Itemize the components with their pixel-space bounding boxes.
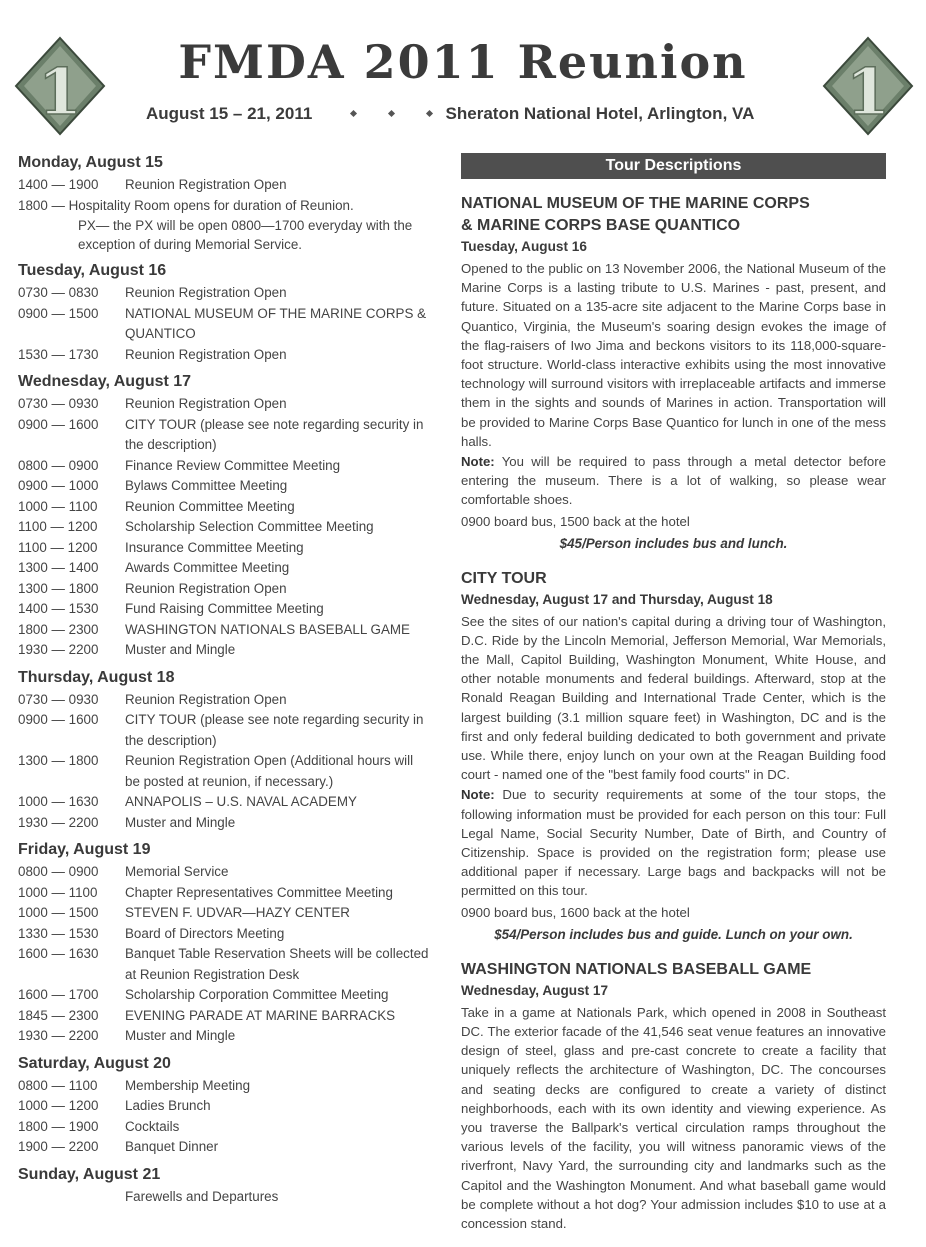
event-description-line: Memorial Service (125, 864, 229, 879)
event-description (125, 792, 433, 813)
schedule-note: PX— the PX will be open 0800—1700 everyday with the exception of during Memorial Service. (78, 218, 413, 252)
tour-date: Wednesday, August 17 (461, 982, 609, 998)
event-description-line: Reunion Registration Open (125, 285, 287, 300)
event-description-line: Reunion Registration Open (125, 396, 287, 411)
event-description-line: Muster and Mingle (125, 642, 236, 657)
event-location: Sheraton National Hotel, Arlington, VA (445, 104, 755, 123)
note-text: Due to security requirements at some of the tour stops, the following information must be provided for each person on this tour: Full Legal Name, Social Security Number, Date of Birth, and Country of Citizenship. Space is provided on the registration form; please use additional paper if necessary. Large bags and backpacks will not be permitted on this tour. (461, 787, 886, 899)
event-time: 0900 — 1600 (18, 416, 99, 432)
event-description-line: Board of Directors Meeting (125, 925, 285, 941)
subtitle (146, 104, 786, 124)
event-description-line: Reunion Committee Meeting (125, 498, 295, 514)
tour-heading: CITY TOUR (461, 569, 547, 587)
schedule-event (18, 690, 433, 711)
schedule-event (18, 283, 433, 304)
schedule-event (18, 813, 433, 834)
event-description (125, 497, 433, 518)
event-description (125, 1096, 433, 1117)
event-description-line: Banquet Dinner (125, 1139, 219, 1154)
event-description-line: EVENING PARADE AT MARINE BARRACKS (125, 1007, 396, 1023)
schedule-event (18, 476, 433, 497)
event-time: 1300 — 1800 (18, 753, 99, 768)
schedule-event (18, 196, 433, 217)
event-time: 1330 — 1530 (18, 925, 99, 941)
event-description (125, 175, 433, 196)
event-description-line: the description) (125, 732, 217, 748)
tour-board-times: 0900 board bus, 1500 back at the hotel (461, 513, 690, 529)
day-title: Thursday, August 18 (18, 668, 175, 686)
schedule-day (18, 260, 433, 365)
event-time: 1900 — 2200 (18, 1139, 99, 1154)
schedule-event (18, 1006, 433, 1027)
event-time: 0730 — 0930 (18, 396, 99, 411)
page-title: FMDA 2011 Reunion (178, 35, 748, 89)
event-description (125, 862, 433, 883)
event-time: 1000 — 1100 (18, 498, 98, 514)
tour-note (461, 452, 886, 510)
event-description-line: Reunion Registration Open (125, 177, 287, 192)
event-description-line: Scholarship Corporation Committee Meeting (125, 987, 389, 1002)
event-description-line: CITY TOUR (please see note regarding security in (125, 712, 424, 727)
tour-item (461, 959, 886, 1233)
schedule-event (18, 924, 433, 945)
tour-list (461, 193, 886, 1233)
event-description (125, 903, 433, 924)
schedule-event (18, 1096, 433, 1117)
event-time: 1845 — 2300 (18, 1007, 99, 1023)
event-time: 1930 — 2200 (18, 642, 99, 657)
event-time: 1930 — 2200 (18, 814, 99, 830)
event-time: 1000 — 1500 (18, 905, 99, 920)
event-description (125, 599, 433, 620)
event-description (125, 394, 433, 415)
event-time: 1100 — 1200 (18, 539, 98, 555)
event-description-line: the description) (125, 437, 217, 452)
schedule-event (18, 558, 433, 579)
schedule-event (18, 1026, 433, 1047)
event-description-line: Muster and Mingle (125, 1028, 236, 1043)
event-description-line: Reunion Registration Open (125, 580, 287, 596)
schedule-day (18, 1164, 433, 1208)
event-time: 1400 — 1530 (18, 601, 99, 616)
event-time: 1930 — 2200 (18, 1028, 99, 1043)
event-description-line: WASHINGTON NATIONALS BASEBALL GAME (125, 621, 410, 637)
event-description-line: Insurance Committee Meeting (125, 539, 304, 555)
event-description (125, 558, 433, 579)
schedule-event (18, 985, 433, 1006)
event-description-line: Cocktails (125, 1118, 180, 1134)
event-description (125, 985, 433, 1006)
schedule-event (18, 1117, 433, 1138)
event-description-line: Chapter Representatives Committee Meeting (125, 884, 393, 900)
event-time: 1800 — Hospitality Room opens for duration of Reunion. (18, 197, 354, 213)
schedule-day (18, 839, 433, 1047)
event-description (125, 283, 433, 304)
event-description (125, 415, 433, 456)
event-description (125, 883, 433, 904)
event-description-line: be posted at reunion, if necessary.) (125, 773, 334, 789)
schedule-event (18, 640, 433, 661)
schedule-event (18, 903, 433, 924)
event-dates: August 15 – 21, 2011 (146, 104, 313, 123)
tours-column (461, 153, 886, 1235)
schedule-event (18, 415, 433, 456)
event-time: 1600 — 1630 (18, 946, 99, 961)
event-description-line: Reunion Registration Open (125, 346, 287, 362)
tour-heading: WASHINGTON NATIONALS BASEBALL GAME (461, 960, 812, 978)
tour-body: Take in a game at Nationals Park, which opened in 2008 in Southeast DC. The exterior facade of the 41,546 seat venue features an innovative design of steel, glass and pre-cast concrete to create a facility that uniquely reflects the architecture of Washington, DC. The concourses and seating decks are configured to create a variety of distinct neighborhoods, each with its own identity and viewing experience. As you traverse the Ballpark's vertical circulation ramps throughout the various levels of the facility, you will witness panoramic views of the riverfront, Navy Yard, the surrounding city and landmarks such as the Capitol and the Washington Monument. And what baseball game would be complete without a hot dog? Your admission includes $10 to use at a concession stand. (461, 1004, 886, 1231)
event-time: 1000 — 1630 (18, 794, 99, 809)
day-title: Tuesday, August 16 (18, 262, 167, 279)
event-description (125, 690, 433, 711)
tour-item (461, 568, 886, 945)
event-description-line: Banquet Table Reservation Sheets will be collected (125, 946, 429, 961)
event-description (125, 751, 433, 792)
event-time: 0730 — 0930 (18, 691, 99, 707)
logo-numeral-left: 1 (37, 55, 83, 130)
schedule-event (18, 599, 433, 620)
event-time: 0900 — 1000 (18, 478, 99, 493)
event-time: 0730 — 0830 (18, 285, 99, 300)
schedule-event (18, 1187, 433, 1208)
schedule-event (18, 497, 433, 518)
bullet-icon (350, 110, 357, 117)
schedule-event (18, 345, 433, 366)
event-description (125, 640, 433, 661)
schedule-event (18, 862, 433, 883)
event-time: 0800 — 0900 (18, 864, 99, 879)
event-description (125, 924, 433, 945)
event-description-line: NATIONAL MUSEUM OF THE MARINE CORPS & (125, 305, 427, 321)
schedule-event (18, 1137, 433, 1158)
event-description (125, 1137, 433, 1158)
bullet-icon (425, 110, 432, 117)
schedule-event (18, 579, 433, 600)
event-time: 1800 — 2300 (18, 621, 99, 637)
logo-numeral-right: 1 (845, 55, 891, 130)
event-description (125, 517, 433, 538)
schedule-event (18, 538, 433, 559)
note-label: Note: (461, 454, 495, 470)
schedule-event (18, 883, 433, 904)
event-time: 1400 — 1900 (18, 177, 99, 192)
event-time: 0900 — 1600 (18, 712, 99, 727)
schedule-event (18, 304, 433, 345)
tour-heading: & MARINE CORPS BASE QUANTICO (461, 217, 741, 234)
tour-note (461, 785, 886, 900)
bullet-icon (388, 110, 395, 117)
event-time: 0800 — 0900 (18, 457, 99, 473)
division-logo-right (822, 36, 914, 136)
event-description (125, 1117, 433, 1138)
tour-body: See the sites of our nation's capital during a driving tour of Washington, D.C. Ride by the Lincoln Memorial, Jefferson Memorial, War Memorials, the Mall, Capitol Building, Washington Monument, White House, and other notable monuments and federal buildings. Afterward, stop at the Ronald Reagan Building and International Trade Center, which is the largest building (3.1 million square feet) in Washington, DC and is the first and only federal building dedicated to both government and private use. While there, enjoy lunch on your own at the Reagan Building food court - named one of the "best family food courts" in DC. (461, 613, 886, 783)
event-description-line: QUANTICO (125, 326, 196, 341)
event-description (125, 538, 433, 559)
schedule-day (18, 152, 433, 254)
schedule-event (18, 620, 433, 641)
event-description (125, 1076, 433, 1097)
event-time: 0900 — 1500 (18, 305, 99, 321)
tour-board-times: 0900 board bus, 1600 back at the hotel (461, 904, 690, 920)
event-description (125, 456, 433, 477)
day-title: Friday, August 19 (18, 841, 151, 858)
tour-price: $45/Person includes bus and lunch. (559, 535, 788, 551)
schedule-column (18, 152, 433, 1213)
event-time: 0800 — 1100 (18, 1077, 98, 1093)
event-description-line: Fund Raising Committee Meeting (125, 601, 324, 616)
schedule-event (18, 175, 433, 196)
event-description-line: at Reunion Registration Desk (125, 966, 300, 982)
schedule-event (18, 751, 433, 792)
schedule-day (18, 371, 433, 661)
event-time: 1600 — 1700 (18, 987, 99, 1002)
schedule-event (18, 944, 433, 985)
event-description-line: Ladies Brunch (125, 1098, 211, 1113)
event-description (125, 476, 433, 497)
day-title: Saturday, August 20 (18, 1054, 171, 1072)
schedule-event (18, 394, 433, 415)
tour-date: Wednesday, August 17 and Thursday, August 18 (461, 591, 773, 607)
schedule-day (18, 667, 433, 834)
event-time: 1530 — 1730 (18, 346, 99, 362)
event-description-line: Awards Committee Meeting (125, 560, 290, 575)
tour-body: Opened to the public on 13 November 2006, the National Museum of the Marine Corps is a lasting tribute to U.S. Marines - past, present, and future. Situated on a 135-acre site adjacent to the Marine Corps base in Quantico, Virginia, the Museum's soaring design evokes the image of the flag-raisers of Iwo Jima and beckons visitors to its 118,000-square-foot structure. World-class interactive exhibits using the most innovative technology will surround visitors with irreplaceable artifacts and immerse them in the sights and sounds of Marines in action. Transportation will be provided to Marine Corps Base Quantico for lunch in one of the mess halls. (461, 261, 886, 449)
event-description-line: Reunion Registration Open (Additional hours will (125, 753, 414, 768)
event-description (125, 620, 433, 641)
event-description (125, 1006, 433, 1027)
event-description-line: CITY TOUR (please see note regarding security in (125, 416, 424, 432)
note-text: You will be required to pass through a metal detector before entering the museum. There is a lot of walking, so please wear comfortable shoes. (461, 454, 886, 508)
event-description-line: STEVEN F. UDVAR—HAZY CENTER (125, 905, 350, 920)
schedule-event (18, 456, 433, 477)
tour-item (461, 193, 886, 554)
event-time: 1300 — 1800 (18, 580, 99, 596)
tour-descriptions-bar: Tour Descriptions (461, 153, 886, 179)
event-description-line: Reunion Registration Open (125, 691, 287, 707)
division-logo-left (14, 36, 106, 136)
event-description-line: Muster and Mingle (125, 814, 236, 830)
event-description-line: ANNAPOLIS – U.S. NAVAL ACADEMY (125, 794, 357, 809)
day-title: Sunday, August 21 (18, 1165, 161, 1183)
schedule-event (18, 517, 433, 538)
schedule-event (18, 1076, 433, 1097)
event-description (125, 710, 433, 751)
tour-heading: NATIONAL MUSEUM OF THE MARINE CORPS (461, 195, 810, 212)
event-description-line: Finance Review Committee Meeting (125, 457, 341, 473)
event-description (125, 304, 433, 345)
day-title: Wednesday, August 17 (18, 373, 192, 390)
event-description (125, 944, 433, 985)
schedule-event (18, 792, 433, 813)
event-time: 1000 — 1100 (18, 884, 98, 900)
event-description (125, 345, 433, 366)
day-title: Monday, August 15 (18, 154, 163, 171)
note-label: Note: (461, 787, 495, 803)
event-time: 1100 — 1200 (18, 519, 98, 534)
schedule-day (18, 1053, 433, 1158)
event-description-line: Membership Meeting (125, 1077, 251, 1093)
event-time: 1300 — 1400 (18, 560, 99, 575)
tour-date: Tuesday, August 16 (461, 239, 587, 254)
event-description: Farewells and Departures (125, 1188, 279, 1204)
event-description (125, 1026, 433, 1047)
event-time: 1000 — 1200 (18, 1098, 99, 1113)
event-description-line: Scholarship Selection Committee Meeting (125, 519, 374, 534)
tour-price: $54/Person includes bus and guide. Lunch on your own. (494, 926, 853, 942)
event-description (125, 579, 433, 600)
event-time: 1800 — 1900 (18, 1118, 99, 1134)
event-description (125, 813, 433, 834)
schedule-event (18, 710, 433, 751)
event-description-line: Bylaws Committee Meeting (125, 478, 288, 493)
